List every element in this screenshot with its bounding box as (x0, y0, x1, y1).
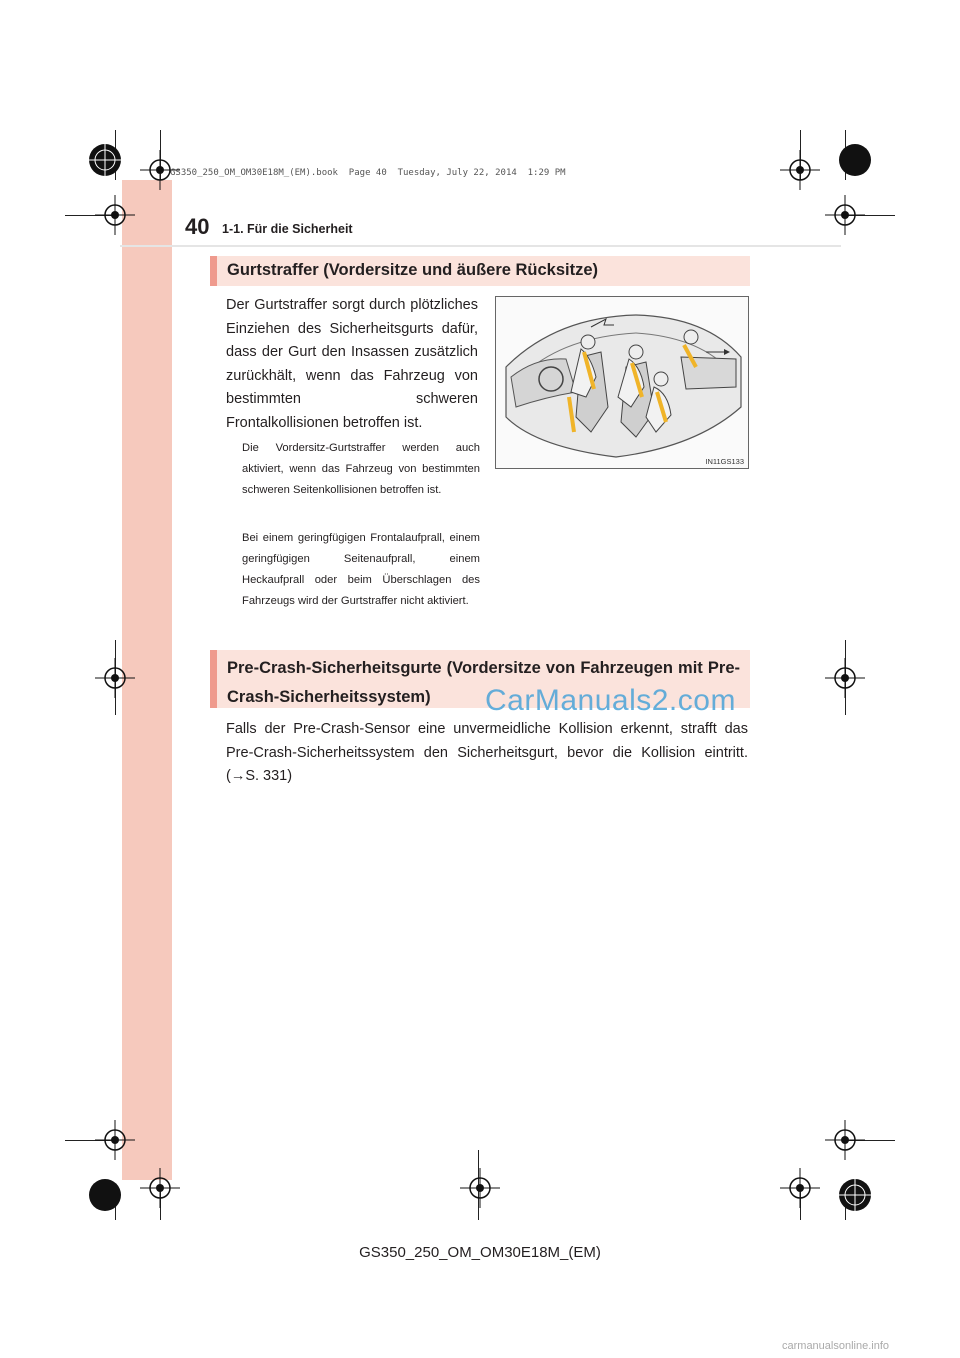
chapter-title: 1-1. Für die Sicherheit (222, 222, 353, 236)
crosshair-icon (95, 1120, 135, 1160)
footer-logo: carmanualsonline.info (782, 1340, 890, 1352)
section1-body: Der Gurtstraffer sorgt durch plötzliches Einziehen des Sicherheitsgurts dafür, dass der Gurt den Insassen zusätzlich zurückhält, wenn das Fahrzeug von bestimmten schweren Frontalkollisionen betroffen ist. (226, 297, 478, 431)
crosshair-icon (460, 1168, 500, 1208)
registration-mark-icon (85, 1175, 125, 1215)
section1-note: Die Vordersitz-Gurtstraffer werden auch aktiviert, wenn das Fahrzeug von bestimmten schweren Seitenkollisionen betroffen ist. (242, 442, 480, 496)
section-heading-pre-crash: Pre-Crash-Sicherheitsgurte (Vordersitze von Fahrzeugen mit Pre-Crash-Sicherheitssystem) (210, 650, 750, 708)
crosshair-icon (825, 658, 865, 698)
registration-mark-icon (835, 140, 875, 180)
section-heading-gurtstraffer: Gurtstraffer (Vordersitze und äußere Rücksitze) (210, 256, 750, 286)
registration-mark-icon (835, 1175, 875, 1215)
footer-doc-id: GS350_250_OM_OM30E18M_(EM) (359, 1244, 601, 1261)
crosshair-icon (140, 1168, 180, 1208)
crosshair-icon (95, 658, 135, 698)
seatbelt-pretensioner-illustration (495, 296, 749, 469)
figure-code: IN11GS133 (705, 457, 744, 466)
page-number: 40 (185, 214, 210, 239)
section1-note: Bei einem geringfügigen Frontalaufprall, einem geringfügigen Seitenaufprall, einem Heckaufprall oder beim Überschlagen des Fahrzeugs wird der Gurtstraffer nicht aktiviert. (242, 532, 480, 607)
crosshair-icon (780, 1168, 820, 1208)
section2-body: Falls der Pre-Crash-Sensor eine unvermeidliche Kollision erkennt, strafft das Pre-Crash-Sicherheitssystem den Sicherheitsgurt, bevor die Kollision eintritt. (→S. 331) (226, 721, 748, 784)
print-info: GS350_250_OM_OM30E18M_(EM).book Page 40 Tuesday, July 22, 2014 1:29 PM (170, 168, 566, 178)
crosshair-icon (95, 195, 135, 235)
header-divider (120, 245, 841, 247)
watermark: CarManuals2.com (485, 684, 736, 717)
crosshair-icon (825, 195, 865, 235)
car-interior-illustration (496, 297, 748, 468)
registration-mark-icon (85, 140, 125, 180)
crosshair-icon (780, 150, 820, 190)
crosshair-icon (825, 1120, 865, 1160)
